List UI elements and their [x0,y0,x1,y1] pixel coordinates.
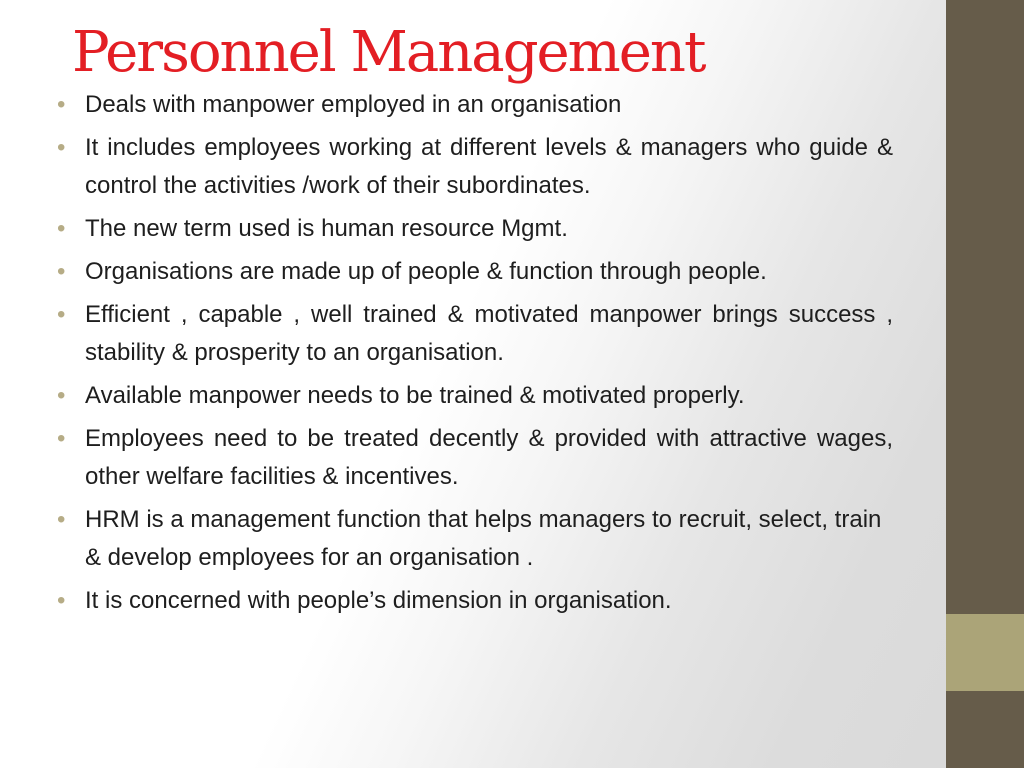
bullet-item [57,582,893,620]
bullet-text: It includes employees working at different levels & managers who guide & control the activities /work of their subordinates. [85,134,893,199]
bullet-icon: • [57,382,66,409]
bullet-text: It is concerned with people’s dimension in organisation. [85,587,672,614]
bullet-text: HRM is a management function that helps managers to recruit, select, train & develop employees for an organisation . [85,506,882,571]
bullet-icon: • [57,91,66,118]
bullet-item [57,296,893,372]
side-accent-block [946,614,1024,691]
bullet-item [57,210,893,248]
bullet-text: Efficient , capable , well trained & motivated manpower brings success , stability & prosperity to an organisation. [85,301,893,366]
bullet-item [57,86,893,124]
bullet-item [57,420,893,496]
bullet-icon: • [57,134,66,161]
bullet-text: The new term used is human resource Mgmt. [85,215,568,242]
bullet-item [57,501,893,577]
bullet-text: Available manpower needs to be trained & motivated properly. [85,382,745,409]
bullet-icon: • [57,301,66,328]
bullet-icon: • [57,258,66,285]
slide-title: Personnel Management [72,20,705,85]
bullet-icon: • [57,215,66,242]
bullet-list [57,86,893,625]
bullet-text: Employees need to be treated decently & provided with attractive wages, other welfare facilities & incentives. [85,425,893,490]
bullet-item [57,377,893,415]
bullet-text: Organisations are made up of people & function through people. [85,258,767,285]
bullet-icon: • [57,425,66,452]
bullet-icon: • [57,587,66,614]
bullet-icon: • [57,506,66,533]
bullet-text: Deals with manpower employed in an organisation [85,91,622,118]
bullet-item [57,253,893,291]
bullet-item [57,129,893,205]
